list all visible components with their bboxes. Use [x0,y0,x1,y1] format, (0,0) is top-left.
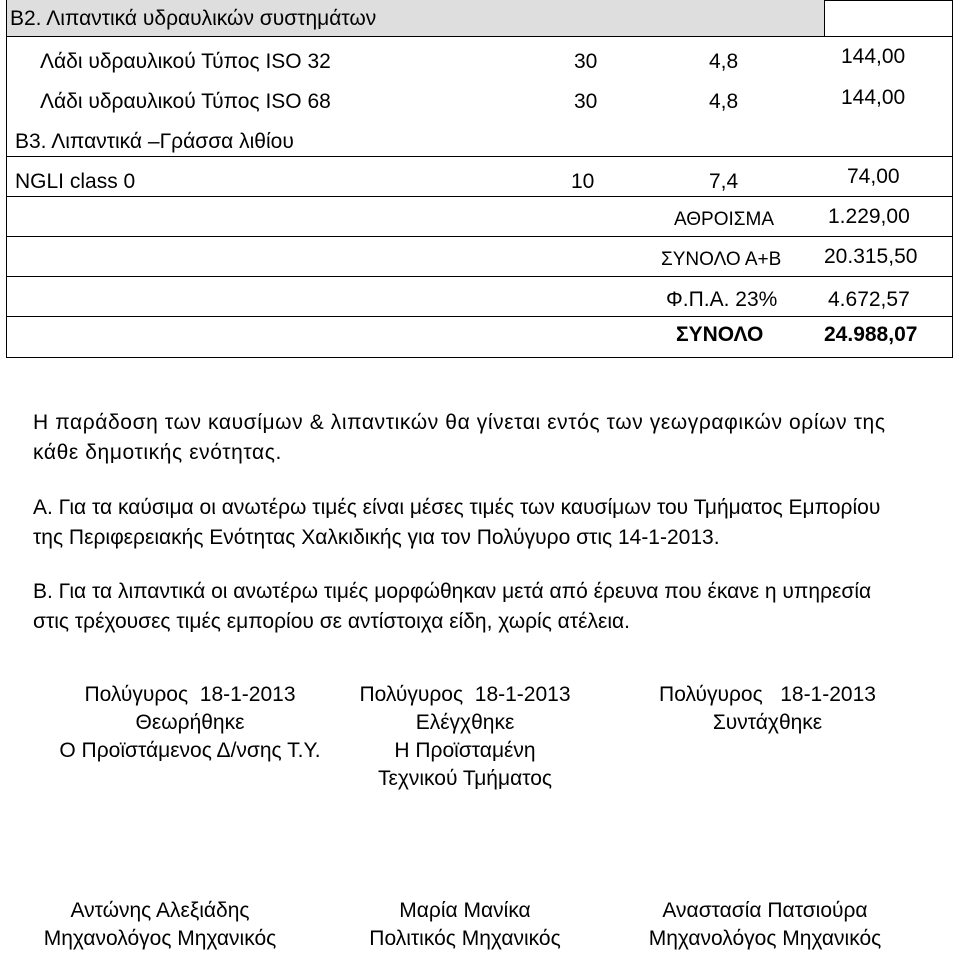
sig2-action: Ελέγχθηκε [415,711,515,734]
signature-block-1 [40,681,340,765]
row-1-qty: 30 [574,50,598,73]
price-table [6,0,952,358]
table-border-left [6,0,7,358]
sig2-role-1: Η Προϊσταμένη [394,739,536,762]
row-line-4 [6,236,952,237]
row-line-5 [6,276,952,277]
vat-value: 4.672,57 [828,288,910,311]
sum-value: 1.229,00 [828,205,910,228]
note-a: Α. Για τα καύσιμα οι ανωτέρω τιμές είναι μέσες τιμές των καυσίμων του Τμήματος Εμπορίου της Περιφερειακής Ενότητας Χαλκιδικής για τον Πολύγυρο στις 14-1-2013. [33,496,881,549]
sig1-name: Αντώνης Αλεξιάδης [70,899,250,922]
sig2-place-date: Πολύγυρος 18-1-2013 [359,683,571,706]
sig1-place-date: Πολύγυρος 18-1-2013 [84,683,296,706]
grand-total-label: ΣΥΝΟΛΟ [676,323,764,346]
signature-block-3 [630,681,905,737]
sig2-title: Πολιτικός Μηχανικός [369,927,561,950]
grand-total-value: 24.988,07 [824,323,918,346]
row-b3-desc: NGLI class 0 [15,170,136,193]
section-b3-title: Β3. Λιπαντικά –Γράσσα λιθίου [15,130,294,153]
signatory-1 [10,897,310,953]
table-border-top-right [824,0,953,1]
signatory-2 [330,897,600,953]
total-ab-value: 20.315,50 [824,245,918,268]
vat-label: Φ.Π.Α. 23% [666,288,778,311]
row-2-price: 4,8 [709,90,739,113]
row-b3-total: 74,00 [847,165,900,188]
row-b3-qty: 10 [571,170,595,193]
row-line-1 [6,36,952,37]
row-line-3 [6,196,952,197]
row-line-6 [6,316,952,317]
row-2-desc: Λάδι υδραυλικού Τύπος ISO 68 [40,90,331,113]
header-col-divider [824,0,825,36]
row-1-price: 4,8 [709,50,739,73]
total-ab-label: ΣΥΝΟΛΟ Α+Β [661,249,782,270]
note-b: Β. Για τα λιπαντικά οι ανωτέρω τιμές μορφώθηκαν μετά από έρευνα που έκανε η υπηρεσία στις τρέχουσες τιμές εμπορίου σε αντίστοιχα είδη, χωρίς ατέλεια. [33,580,872,633]
delivery-note: Η παράδοση των καυσίμων & λιπαντικών θα γίνεται εντός των γεωγραφικών ορίων της κάθε δημοτικής ενότητας. [33,411,886,464]
sig3-title: Μηχανολόγος Μηχανικός [648,927,882,950]
section-b2-title: Β2. Λιπαντικά υδραυλικών συστημάτων [10,7,377,30]
signature-block-2 [330,681,600,793]
sig3-name: Αναστασία Πατσιούρα [662,899,868,922]
row-1-total: 144,00 [841,45,906,68]
table-border-bottom [6,357,953,358]
table-border-right [952,0,953,358]
sig1-title: Μηχανολόγος Μηχανικός [43,927,277,950]
signatory-3 [620,897,910,953]
sig3-action: Συντάχθηκε [712,711,823,734]
sig1-action: Θεωρήθηκε [135,711,245,734]
row-b3-price: 7,4 [709,170,739,193]
row-1-desc: Λάδι υδραυλικού Τύπος ISO 32 [40,50,331,73]
sig2-role-2: Τεχνικού Τμήματος [377,767,553,790]
sig3-place-date: Πολύγυρος 18-1-2013 [659,683,876,706]
row-line-2 [6,156,952,157]
sum-label: ΑΘΡΟΙΣΜΑ [674,209,775,230]
sig1-role: Ο Προϊστάμενος Δ/νσης Τ.Υ. [59,739,321,762]
sig2-name: Μαρία Μανίκα [399,899,531,922]
row-2-qty: 30 [574,90,598,113]
row-2-total: 144,00 [841,86,906,109]
